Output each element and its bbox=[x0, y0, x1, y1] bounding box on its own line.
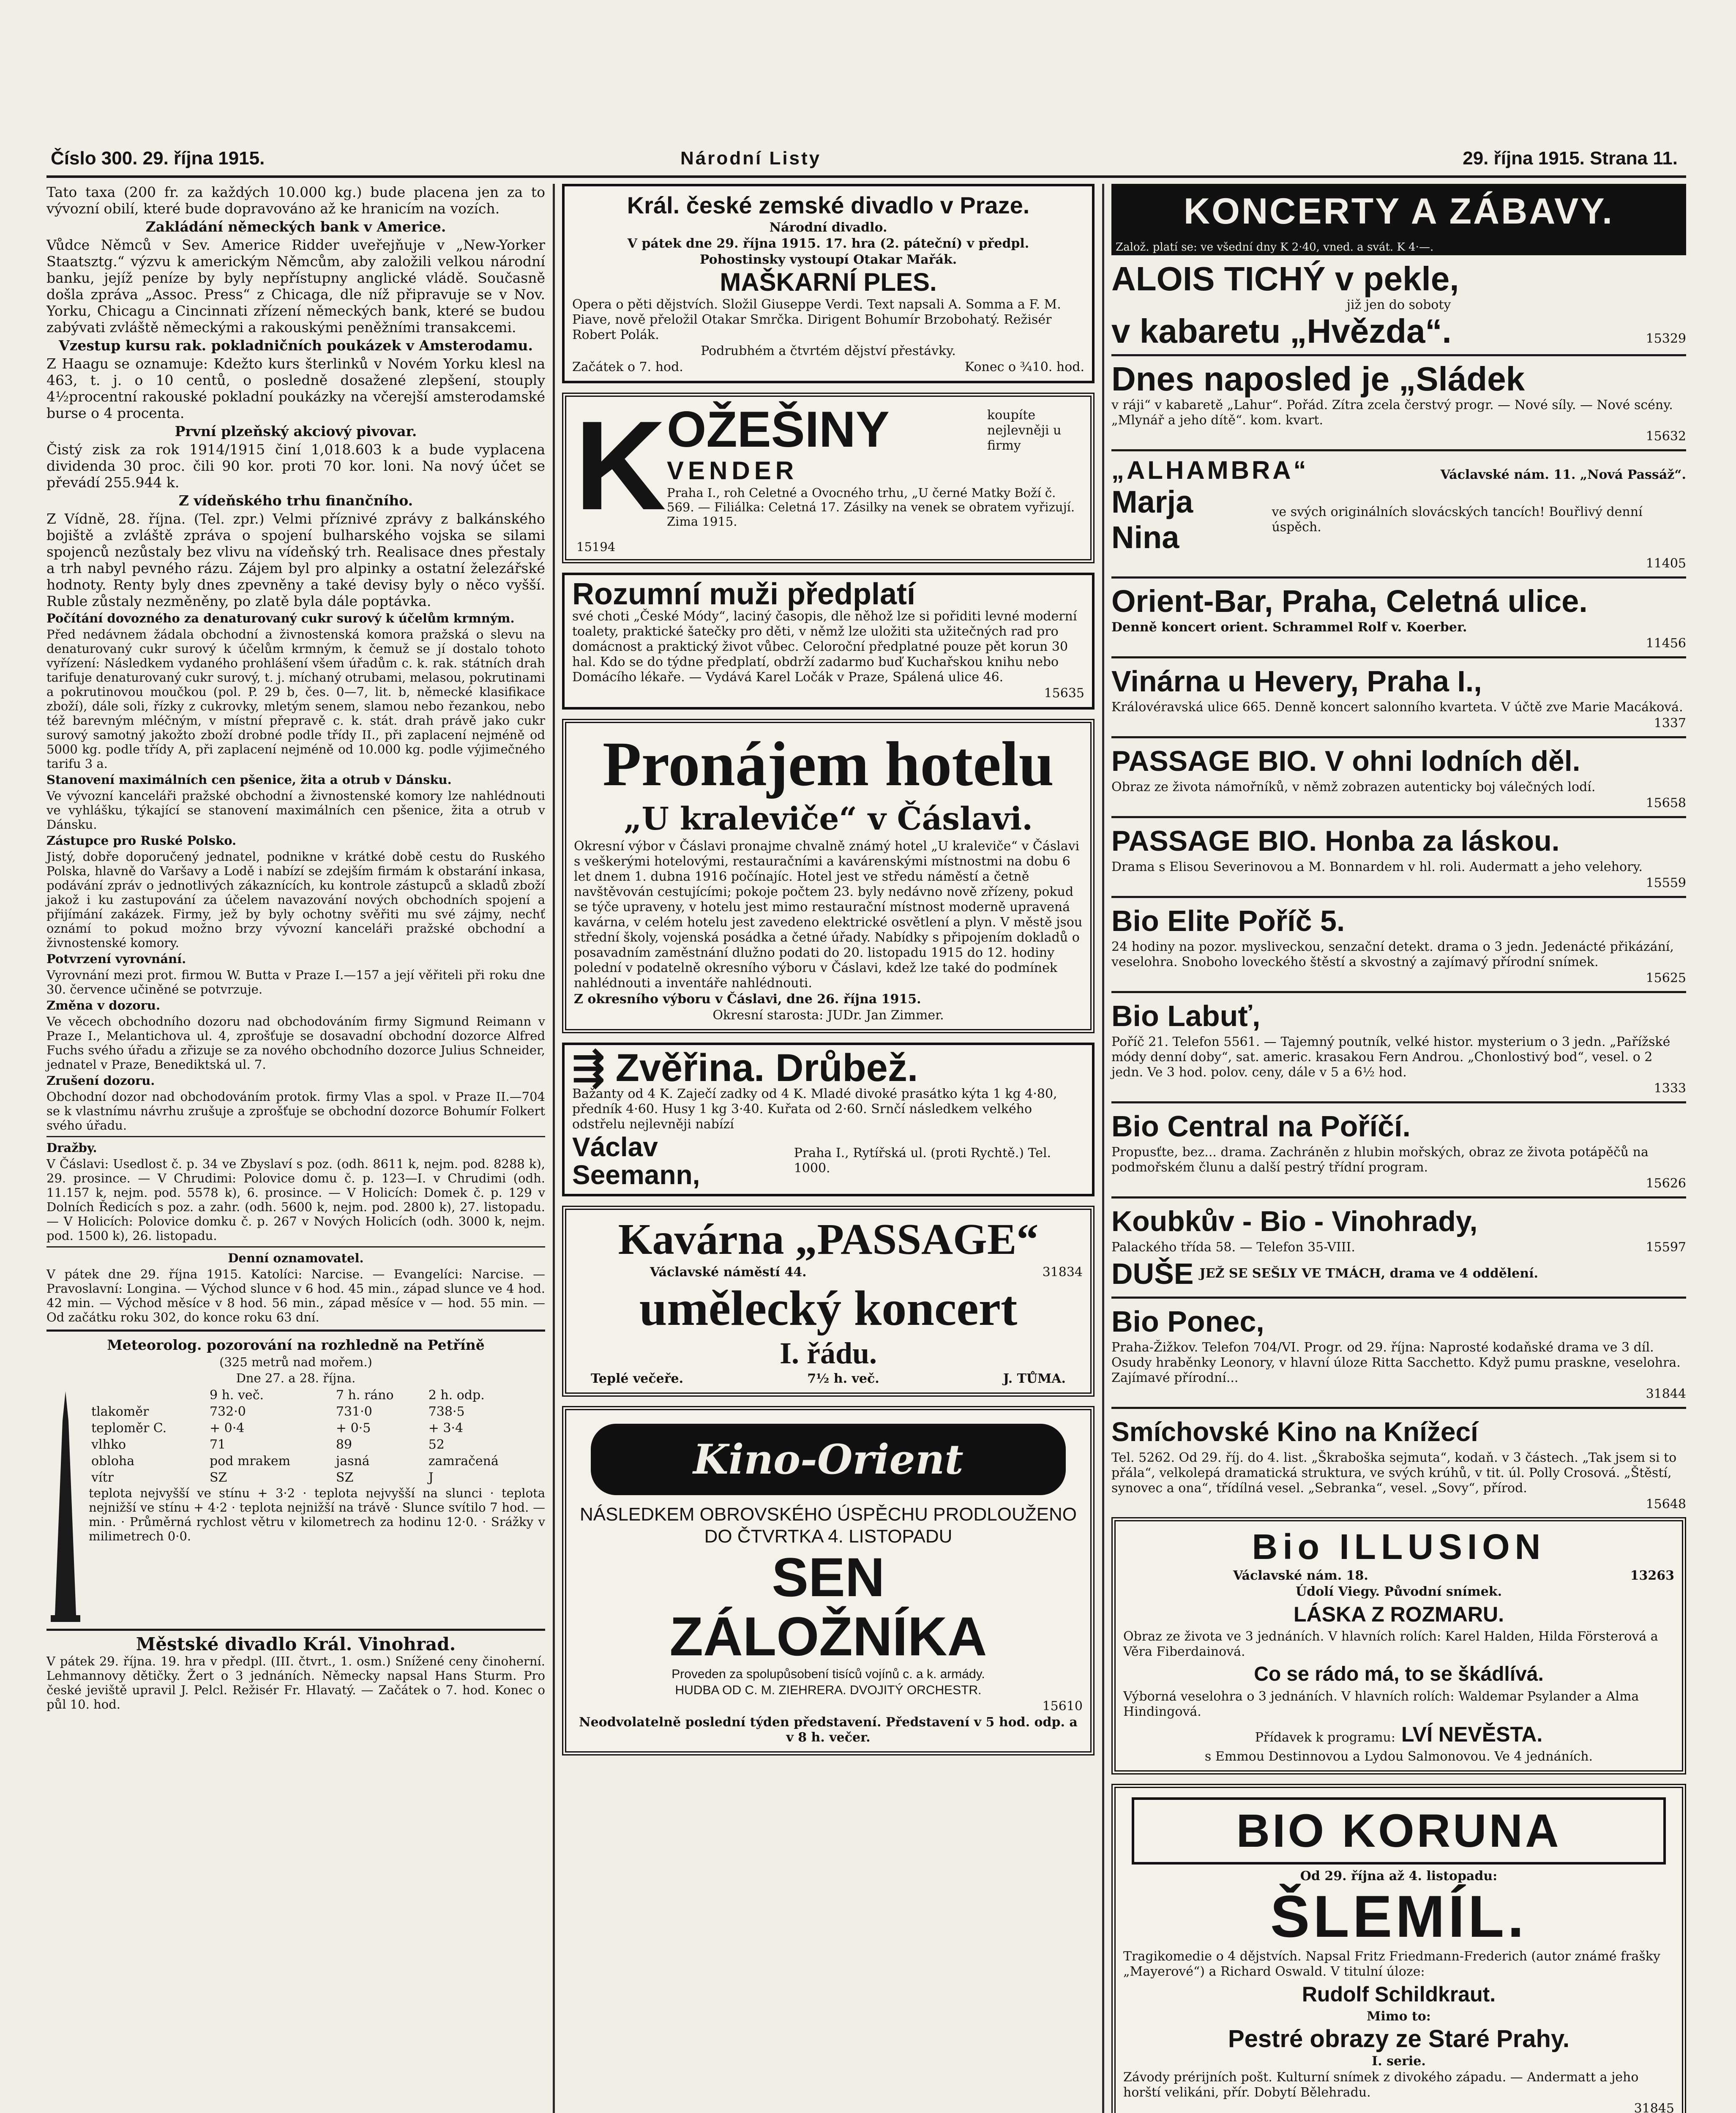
illusion-addon-text: s Emmou Destinnovou a Lydou Salmonovou. Ve 4 jednáních. bbox=[1204, 1749, 1593, 1764]
article-heading: Denní oznamovatel. bbox=[228, 1251, 364, 1265]
kavarna-number: 31834 bbox=[1042, 1265, 1083, 1280]
meteorology-row-label: tlakoměr bbox=[91, 1404, 149, 1419]
bio-elite-number: 15625 bbox=[1646, 971, 1686, 986]
hotel-signature: Z okresního výboru v Čáslavi, dne 26. října 1915. bbox=[574, 992, 921, 1007]
bio-elite-title: Bio Elite Poříč 5. bbox=[1111, 904, 1345, 937]
tichy-subtitle: již jen do soboty bbox=[1346, 298, 1451, 312]
meteorology-row bbox=[89, 1403, 537, 1420]
kino-orient-intro: NÁSLEDKEM OBROVSKÉHO ÚSPĚCHU PRODLOUŽENO DO ČTVRTKA 4. LISTOPADU bbox=[579, 1504, 1077, 1547]
rozumni-title: Rozumní muži předplatí bbox=[572, 577, 916, 611]
header-rule bbox=[46, 175, 1686, 178]
meteorology-cell: 71 bbox=[209, 1437, 226, 1452]
ad-koubkuv-bio bbox=[1111, 1204, 1686, 1291]
article-text: Obchodní dozor nad obchodováním protok. firmy Vlas a spol. v Praze II.—704 se k vlastnímu návrhu zrušuje a zprošťuje se obchodní dozorce Bohumír Folkert svého úřadu. bbox=[46, 1089, 545, 1133]
divider bbox=[1111, 656, 1686, 658]
divider bbox=[46, 1246, 545, 1248]
meteorology-col-header: 2 h. odp. bbox=[428, 1388, 485, 1403]
meteorology-row bbox=[89, 1469, 537, 1486]
zverina-title bbox=[572, 1046, 1084, 1089]
meteorology-cell: pod mrakem bbox=[209, 1454, 291, 1469]
passage-bio-1-number: 15658 bbox=[1646, 796, 1686, 811]
meteorology-cell: + 0·5 bbox=[336, 1421, 371, 1436]
article-heading: Potvrzení vyrovnání. bbox=[46, 952, 186, 966]
ad-zverina bbox=[562, 1043, 1095, 1196]
ad-passage-bio-1 bbox=[1111, 743, 1686, 811]
ad-bio-ponec bbox=[1111, 1304, 1686, 1402]
divider bbox=[1111, 896, 1686, 898]
kavarna-foot-row bbox=[574, 1371, 1083, 1387]
newspaper-page bbox=[46, 144, 1686, 2113]
kavarna-rank: I. řádu. bbox=[779, 1336, 877, 1370]
zverina-address: Praha I., Rytířská ul. (proti Rychtě.) Tel. 1000. bbox=[794, 1146, 1051, 1176]
zverina-firm: Václav Seemann, bbox=[572, 1132, 700, 1190]
ad-bio-central bbox=[1111, 1108, 1686, 1191]
koubkuv-row bbox=[1111, 1240, 1686, 1255]
divider bbox=[46, 1329, 545, 1332]
ad-bio-elite bbox=[1111, 903, 1686, 986]
alhambra-subtitle: Václavské nám. 11. „Nová Passáž“. bbox=[1440, 467, 1686, 482]
koruna-film: ŠLEMÍL. bbox=[1270, 1883, 1528, 1949]
meteorology-row-label: vlhko bbox=[91, 1437, 126, 1452]
bio-ponec-number: 31844 bbox=[1646, 1387, 1686, 1401]
koruna-series: I. serie. bbox=[1372, 2054, 1426, 2069]
divider bbox=[1111, 736, 1686, 738]
section-banner-subtitle: Založ. platí se: ve všední dny K 2·40, vned. a svát. K 4·—. bbox=[1111, 239, 1686, 255]
smichovske-title: Smíchovské Kino na Knížecí bbox=[1111, 1417, 1478, 1447]
theatre-description: Opera o pěti dějstvích. Složil Giuseppe Verdi. Text napsali A. Somma a F. M. Piave, nově přeložil Otakar Smrčka. Dirigent Bohumír Brzobohatý. Režisér Robert Polák. bbox=[572, 297, 1061, 342]
tichy-place: v kabaretu „Hvězda“. bbox=[1111, 312, 1452, 350]
theatre-guest: Pohostinsky vystoupí Otakar Mařák. bbox=[699, 252, 957, 267]
theatre-subtitle: Národní divadlo. bbox=[769, 220, 887, 235]
article-text: Vyrovnání mezi prot. firmou W. Butta v Praze I.—157 a její věřiteli při roku dne 30. července učiněné se potvrzuje. bbox=[46, 968, 545, 996]
divider bbox=[1111, 1407, 1686, 1409]
bio-ponec-title: Bio Ponec, bbox=[1111, 1305, 1264, 1338]
meteorology-cell: + 0·4 bbox=[209, 1421, 245, 1436]
tichy-number: 15329 bbox=[1646, 331, 1686, 346]
illusion-film-1: Údolí Viegy. Původní snímek. bbox=[1295, 1584, 1502, 1599]
ad-bio-koruna bbox=[1111, 1784, 1686, 2113]
koruna-dates: Od 29. října až 4. listopadu: bbox=[1300, 1869, 1498, 1884]
ad-passage-bio-2 bbox=[1111, 823, 1686, 891]
kozesiny-address: Praha I., roh Celetné a Ovocného trhu, „U černé Matky Boží č. 569. — Filiálka: Celetná 17. Zásilky na venek se obratem vyřizují. Zima 1915. bbox=[667, 486, 1075, 529]
duse-text: JEŽ SE SEŠLY VE TMÁCH, drama ve 4 oddělení. bbox=[1199, 1266, 1538, 1281]
meteorology-cell: 52 bbox=[428, 1437, 445, 1452]
issue-number: Číslo 300. 29. října 1915. bbox=[51, 148, 265, 169]
vinarna-number: 1337 bbox=[1654, 716, 1686, 731]
zverina-firm-row bbox=[572, 1133, 1084, 1189]
divider bbox=[1111, 1196, 1686, 1198]
page-header bbox=[46, 144, 1686, 173]
kino-orient-film-2: ZÁLOŽNÍKA bbox=[669, 1605, 987, 1667]
meteorology-header-row bbox=[89, 1387, 537, 1403]
illusion-film-3-text: Výborná veselohra o 3 jednáních. V hlavních rolích: Waldemar Psylander a Alma Hindingová. bbox=[1123, 1689, 1639, 1719]
theatre-text: V pátek 29. října. 19. hra v předpl. (III. čtvrt., 1. osm.) Snížené ceny činoherní. Lehmannovy dětičky. Žert o 3 jednáních. Německy napsal Hans Sturm. Pro české jeviště upravil J. Pelcl. Režisér Fr. Hlavatý. — Začátek o 7. hod. Konec o půl 10. hod. bbox=[46, 1654, 545, 1712]
theatre-end: Konec o ¾10. hod. bbox=[964, 360, 1084, 374]
divider bbox=[1111, 354, 1686, 356]
smichovske-number: 15648 bbox=[1646, 1497, 1686, 1512]
kavarna-dinner: Teplé večeře. bbox=[591, 1371, 684, 1386]
ad-sladek bbox=[1111, 361, 1686, 444]
article-text: Ve vývozní kanceláři pražské obchodní a živnostenské komory lze nahlédnouti ve vyhlášku, týkající se stanovení maximálních cen pšenice, žita a otrub v Dánsku. bbox=[46, 789, 545, 832]
zverina-text: Bažanty od 4 K. Zaječí zadky od 4 K. Mladé divoké prasátko kýta 1 kg 4·80, předník 4·60. Husy 1 kg 3·40. Kuřata od 2·60. Srnčí následkem velkého odstřelu nejlevněji nabízí bbox=[572, 1087, 1057, 1132]
masthead: Národní Listy bbox=[680, 148, 822, 169]
theatre-break: Podrubhém a čtvrtém dějství přestávky. bbox=[701, 344, 956, 358]
kavarna-address: Václavské náměstí 44. bbox=[650, 1265, 807, 1280]
divider bbox=[1111, 1297, 1686, 1299]
divider bbox=[1111, 816, 1686, 818]
ad-bio-labut bbox=[1111, 998, 1686, 1096]
koruna-number: 31845 bbox=[1634, 2101, 1674, 2113]
bio-labut-title: Bio Labuť, bbox=[1111, 999, 1261, 1032]
bio-labut-text: Poříč 21. Telefon 5561. — Tajemný poutník, velké histor. mysterium o 3 jedn. „Pařížské módy denní doby“, sat. americ. krasakou Fern Androu. „Chonlostivý bod“, vesel. o 2 jedn. Ve 3 hod. polov. ceny, dále v 5 a 6½ hod. bbox=[1111, 1035, 1670, 1080]
petrin-tower-illustration bbox=[46, 1387, 85, 1624]
ad-vinarna bbox=[1111, 663, 1686, 731]
theatre-date: V pátek dne 29. října 1915. 17. hra (2. páteční) v předpl. bbox=[627, 236, 1029, 251]
koubkuv-title: Koubkův - Bio - Vinohrady, bbox=[1111, 1205, 1478, 1237]
passage-bio-1-text: Obraz ze života námořníků, v němž zobrazen autenticky boj válečných lodí. bbox=[1111, 780, 1596, 794]
kino-orient-music: HUDBA OD C. M. ZIEHRERA. DVOJITÝ ORCHESTR. bbox=[675, 1683, 982, 1697]
vinarna-text: Královéravská ulice 665. Denně koncert salonního kvarteta. V účtě zve Marie Macáková. bbox=[1111, 700, 1683, 715]
hotel-name: „U kraleviče“ v Čáslavi. bbox=[623, 801, 1033, 837]
section-banner-concerts: KONCERTY A ZÁBAVY. bbox=[1111, 184, 1686, 239]
ad-national-theatre bbox=[562, 184, 1095, 383]
column-news bbox=[46, 184, 545, 1713]
meteorology-report bbox=[46, 1337, 545, 1624]
kavarna-sub-row bbox=[574, 1265, 1083, 1280]
meteorology-notes: teplota nejvyšší ve stínu + 3·2 · teplota nejvyšší na slunci · teplota nejnižší ve stínu + 4·2 · teplota nejnižší na trávě · Slunce svítilo 7 hod. — min. · Průměrná rychlost větru v kilometrech za hodinu 12·0. · Srážky v milimetrech 0·0. bbox=[89, 1486, 545, 1543]
theatre-title: Král. české zemské divadlo v Praze. bbox=[627, 192, 1030, 218]
kozesiny-number: 15194 bbox=[576, 540, 616, 554]
passage-bio-1-title: PASSAGE BIO. V ohni lodních děl. bbox=[1111, 745, 1580, 777]
orient-bar-text: Denně koncert orient. Schrammel Rolf v. Koerber. bbox=[1111, 620, 1467, 635]
bio-labut-number: 1333 bbox=[1654, 1081, 1686, 1096]
orient-bar-number: 11456 bbox=[1646, 636, 1686, 651]
kozesiny-title: OŽEŠINY bbox=[667, 401, 890, 458]
illusion-title: Bio ILLUSION bbox=[1252, 1527, 1546, 1567]
illusion-film-3: Co se rádo má, to se škádlívá. bbox=[1254, 1663, 1544, 1685]
illusion-addr-row bbox=[1123, 1568, 1674, 1583]
rozumni-number: 15635 bbox=[1044, 686, 1084, 701]
illusion-number: 13263 bbox=[1630, 1568, 1674, 1583]
bio-ponec-text: Praha-Žižkov. Telefon 704/VI. Progr. od 29. října: Naprosté kodaňské drama ve 3 díl. Osudy hraběnky Leonory, v hlavní úloze Ritta Sacchetto. Když pumu praskne, veselohra. Zajímavé přírodní... bbox=[1111, 1340, 1681, 1385]
ad-smichovske-kino bbox=[1111, 1414, 1686, 1512]
hotel-signature-name: Okresní starosta: JUDr. Jan Zimmer. bbox=[712, 1008, 944, 1023]
meteorology-subtitle: (325 metrů nad mořem.) bbox=[219, 1355, 372, 1369]
koruna-description: Tragikomedie o 4 dějstvích. Napsal Fritz Friedmann-Frederich (autor známé frašky „Mayerové“) a Richard Oswald. V titulní úloze: bbox=[1123, 1949, 1660, 1979]
divider bbox=[1111, 576, 1686, 579]
ad-tichy bbox=[1111, 261, 1686, 349]
zverina-icon: ⇶ bbox=[572, 1046, 616, 1089]
kino-orient-film-1: SEN bbox=[772, 1546, 885, 1608]
divider bbox=[1111, 449, 1686, 451]
hotel-text: Okresní výbor v Čáslavi pronajme chvalně známý hotel „U kraleviče“ v Čáslavi s veškerými hotelovými, restauračními a kavárenskými místnostmi na dobu 6 let dnem 1. dubna 1916 počínajíc. Hotel jest ve středu náměstí a četně navštěvován cestujícími; pokoje počtem 23. byly nedávno nově zřízeny, pokud se týče upraveny, v hotelu jest mimo restaurační místnost moderně upravená kavárna, v celém hotelu jest zavedeno elektrické osvětlení a plyn. V městě jsou střední školy, vojenská posádka a četné úřady. Nabídky s připojením dokladů o posavadním zaměstnání dlužno podati do 20. listopadu 1915 do 12. hodiny polední v podatelně okresního výboru v Čáslavi, kdež lze také do podmínek nahlédnouti a inventáře nahlédnouti. bbox=[574, 839, 1083, 991]
sladek-number: 15632 bbox=[1646, 429, 1686, 444]
alhambra-text: ve svých originálních slovácských tancích! Bouřlivý denní úspěch. bbox=[1272, 505, 1643, 535]
meteorology-col-header: 7 h. ráno bbox=[336, 1388, 394, 1403]
koruna-actor: Rudolf Schildkraut. bbox=[1302, 1982, 1496, 2006]
sladek-title: Dnes naposled je „Sládek bbox=[1111, 360, 1525, 398]
ad-kavarna-passage bbox=[562, 1206, 1095, 1397]
alhambra-title: „ALHAMBRA“ bbox=[1111, 456, 1309, 484]
article-heading: Stanovení maximálních cen pšenice, žita a otrub v Dánsku. bbox=[46, 773, 452, 787]
article-text: Z Haagu se oznamuje: Kdežto kurs šterlinků v Novém Yorku klesl na 463, t. j. o 10 centů, o posledně dosažené zlepšení, stouply 4½procentní rakouské pokladní poukázky na včerejší amsterodamské burse o 4 procenta. bbox=[46, 355, 545, 421]
article-text: Z Vídně, 28. října. (Tel. zpr.) Velmi příznivé zprávy z balkánského bojiště a zvláště zpráva o spojení bulharského vojska se silami spojenců nezůstaly bez vlivu na vídeňský trh. Realisace dnes přestaly a trh nabyl pevného rázu. Zájem byl pro alpinky a ostatní železářské hodnoty. Renty byly dnes zpevněny a také devisy byly o něco vyšší. Ruble zůstaly nezměněny, po zlatě byla dále poptávka. bbox=[46, 511, 545, 609]
koruna-also: Mimo to: bbox=[1367, 2009, 1431, 2024]
article-heading: Vzestup kursu rak. pokladničních poukázek v Amsterodamu. bbox=[59, 337, 533, 354]
ad-hotel-lease bbox=[562, 719, 1095, 1033]
alhambra-name-row bbox=[1111, 484, 1686, 555]
zverina-title-text: Zvěřina. Drůbež. bbox=[615, 1046, 918, 1089]
meteorology-cell: 732·0 bbox=[209, 1404, 246, 1419]
ad-ceska-moda bbox=[562, 573, 1095, 710]
tichy-place-row bbox=[1111, 314, 1686, 349]
kavarna-concert: umělecký koncert bbox=[639, 1280, 1018, 1336]
article-text: Čistý zisk za rok 1914/1915 činí 1,018.603 k a bude vyplacena dividenda 30 proc. čili 90 kor. proti 70 kor. loni. Na nový účet se převádí 255.944 k. bbox=[46, 441, 545, 491]
illusion-addon-row bbox=[1123, 1720, 1674, 1748]
kino-orient-foot: Neodvolatelně poslední týden představení. Představení v 5 hod. odp. a v 8 h. večer. bbox=[579, 1715, 1078, 1745]
kozesiny-initial: K bbox=[574, 394, 666, 536]
article-text: V Čáslavi: Usedlost č. p. 34 ve Zbyslaví s poz. (odh. 8611 k, nejm. pod. 8288 k), 29. prosince. — V Chrudimi: Polovice domu č. p. 123—I. v Chrudimi (odh. 11.157 k, nejm. pod. 5578 k), 6. prosince. — V Holicích: Domek č. p. 129 v Dolních Ředicích s poz. a zahr. (odh. 5600 k, nejm. pod. 2800 k), 27. listopadu. — V Holicích: Polovice domku č. p. 267 v Nových Holicích (odh. 3000 k, nejm. pod. 1500 k), 26. listopadu. bbox=[46, 1157, 545, 1243]
theatre-times bbox=[572, 360, 1084, 375]
kino-orient-number: 15610 bbox=[1042, 1699, 1083, 1714]
theatre-play: MAŠKARNÍ PLES. bbox=[720, 268, 937, 296]
ad-kino-orient bbox=[562, 1406, 1095, 1755]
orient-bar-title: Orient-Bar, Praha, Celetná ulice. bbox=[1111, 584, 1588, 619]
koruna-title: BIO KORUNA bbox=[1132, 1797, 1666, 1865]
page-date: 29. října 1915. Strana 11. bbox=[1463, 148, 1678, 169]
ad-alhambra bbox=[1111, 456, 1686, 571]
meteorology-table bbox=[89, 1387, 537, 1486]
divider bbox=[46, 1136, 545, 1137]
sladek-text: v ráji“ v kabaretě „Lahur“. Pořád. Zítra zcela čerstvý progr. — Nové síly. — Nové scény. „Mlynář a jeho dítě“. kom. kvart. bbox=[1111, 398, 1673, 428]
vinarna-title: Vinárna u Hevery, Praha I., bbox=[1111, 665, 1482, 698]
meteorology-cell: J bbox=[428, 1470, 434, 1485]
article-text: V pátek dne 29. října 1915. Katolíci: Narcise. — Evangelíci: Narcise. — Pravoslavní: Longina. — Východ slunce v 6 hod. 45 min., západ slunce ve 4 hod. 42 min. — Východ měsíce v 8 hod. 56 min., západ měsíce v — hod. 55 min. — Od začátku roku 302, do konce roku 63 dní. bbox=[46, 1267, 545, 1324]
divider bbox=[1111, 991, 1686, 993]
koruna-foot: Závody prérijních pošt. Kulturní snímek z divokého západu. — Andermatt a jeho horští velikáni, přír. Dobytí Bělehradu. bbox=[1123, 2070, 1639, 2100]
meteorology-cell: 731·0 bbox=[336, 1404, 372, 1419]
meteorology-dates: Dne 27. a 28. října. bbox=[236, 1371, 356, 1385]
ad-bio-illusion bbox=[1111, 1517, 1686, 1774]
divider bbox=[46, 1629, 545, 1631]
bio-central-number: 15626 bbox=[1646, 1176, 1686, 1191]
article-text: Jistý, dobře doporučený jednatel, podnikne v krátké době cestu do Ruského Polska, hlavně do Varšavy a Lodě i nabízí se zdejším firmám k obstarání inkasa, podávání zpráv o jednotlivých zákaznících, ku kontrole zástupců a skladů zboží jakož i ku zastupování za účelem navazování nových obchodních spojení a přijímání zakázek. Firmy, jež by byly ochotny svěřiti mu své zájmy, nechť oznámí to pokud možno brzy vývozní kanceláři pražské obchodní a živnostenské komory. bbox=[46, 849, 545, 950]
duse-title: DUŠE bbox=[1111, 1257, 1194, 1290]
column-rule bbox=[553, 184, 555, 2113]
illusion-addon-label: Přídavek k programu: bbox=[1255, 1730, 1395, 1745]
hotel-title: Pronájem hotelu bbox=[603, 729, 1054, 799]
tichy-title: ALOIS TICHÝ v pekle, bbox=[1111, 260, 1459, 298]
article-text: Vůdce Němců v Sev. Americe Ridder uveřejňuje v „New-Yorker Staatsztg.“ výzvu k americkým Němcům, aby založili velkou národní banku, jejíž peníze by byly nepřístupny anglické vládě. Současně došla zpráva „Assoc. Press“ z Chicaga, dle níž připravuje se v Nov. Yorku, Chicagu a Cincinnati zřízení německých bank, které se budou zabývati zvláště německými a rakouskými peněžními transakcemi. bbox=[46, 237, 545, 336]
article-text: Ve věcech obchodního dozoru nad obchodováním firmy Sigmund Reimann v Praze I., Melantichova ul. 4, zprošťuje se dosavadní obchodní dozorce Alfred Fuchs svého úřadu a zřizuje se za nového obchodního dozorce Julius Schneider, jednatel v Praze, Benediktská ul. 7. bbox=[46, 1014, 545, 1072]
article-heading: Dražby. bbox=[46, 1141, 97, 1155]
bio-central-text: Propusťte, bez... drama. Zachráněn z hlubin mořských, obraz ze života potápěčů na podmořském člunu a další pestrý třídní program. bbox=[1111, 1145, 1649, 1175]
illusion-address: Václavské nám. 18. bbox=[1233, 1568, 1368, 1583]
meteorology-row bbox=[89, 1420, 537, 1436]
meteorology-cell: zamračená bbox=[428, 1454, 499, 1469]
illusion-film-2-text: Obraz ze života ve 3 jednáních. V hlavních rolích: Karel Halden, Hilda Försterová a Věra Fiberdainová. bbox=[1123, 1629, 1658, 1659]
kozesiny-side: koupíte nejlevněji u firmy bbox=[987, 408, 1062, 453]
alhambra-name: Marja Nina bbox=[1111, 484, 1193, 555]
meteorology-cell: 89 bbox=[336, 1437, 352, 1452]
passage-bio-2-text: Drama s Elisou Severinovou a M. Bonnardem v hl. roli. Audermatt a jeho velehory. bbox=[1111, 860, 1643, 874]
meteorology-cell: + 3·4 bbox=[428, 1421, 464, 1436]
meteorology-cell: SZ bbox=[336, 1470, 354, 1485]
meteorology-col-header: 9 h. več. bbox=[209, 1388, 264, 1403]
meteorology-cell: SZ bbox=[209, 1470, 227, 1485]
kino-orient-text: Proveden za spolupůsobení tisíců vojínů c. a k. armády. bbox=[671, 1667, 985, 1681]
kino-orient-logo: Kino-Orient bbox=[591, 1424, 1066, 1495]
kavarna-title: Kavárna „PASSAGE“ bbox=[618, 1215, 1039, 1264]
theatre-heading: Městské divadlo Král. Vinohrad. bbox=[136, 1634, 456, 1654]
meteorology-row-label: vítr bbox=[91, 1470, 114, 1485]
alhambra-title-row bbox=[1111, 456, 1686, 484]
ad-kozesiny bbox=[562, 393, 1095, 563]
article-heading: Zrušení dozoru. bbox=[46, 1073, 155, 1088]
kavarna-time: 7½ h. več. bbox=[807, 1371, 879, 1386]
column-ads-middle bbox=[562, 184, 1095, 1765]
smichovske-text: Tel. 5262. Od 29. říj. do 4. list. „Škraboška sejmuta“, kodaň. v 3 částech. „Tak jsem si to přála“, velkolepá dramatická struktura, ve svých krúhů, v tit. úl. Polly Crosová. „Štěstí, synovec a ona“, třídílná vesel. „Sebranka“, vesel. „Sovy“, přírod. bbox=[1111, 1450, 1677, 1496]
divider bbox=[1111, 1101, 1686, 1103]
article-heading: Změna v dozoru. bbox=[46, 998, 161, 1013]
koruna-film-2: Pestré obrazy ze Staré Prahy. bbox=[1228, 2025, 1570, 2053]
passage-bio-2-number: 15559 bbox=[1646, 876, 1686, 890]
rozumni-text: své choti „České Módy“, laciný časopis, dle něhož lze si pořiditi levné moderní toalety, praktické šatečky pro děti, v němž lze uložiti sta užitečných rad pro domácnost a praktický život vůbec. Celoroční předplatné pouze pět korun 30 hal. Kdo se do týdne předplatí, obdrží zadarmo buď Kuchařskou knihu nebo Domácího lékaře. — Vydává Karel Ločák v Praze, Spálená ulice 46. bbox=[572, 609, 1077, 685]
meteorology-row-label: teploměr C. bbox=[91, 1421, 167, 1436]
meteorology-row bbox=[89, 1436, 537, 1453]
koubkuv-number: 15597 bbox=[1646, 1240, 1686, 1255]
article-heading: První plzeňský akciový pivovar. bbox=[175, 423, 417, 440]
theatre-start: Začátek o 7. hod. bbox=[572, 360, 683, 374]
kavarna-owner: J. TŮMA. bbox=[1003, 1371, 1066, 1386]
article-text: Tato taxa (200 fr. za každých 10.000 kg.) bude placena jen za to vývozní obilí, které bude dopravováno až ke hranicím na vozích. bbox=[46, 184, 545, 217]
ad-orient-bar bbox=[1111, 584, 1686, 651]
meteorology-row bbox=[89, 1453, 537, 1469]
koubkuv-text: Palackého třída 58. — Telefon 35-VIII. bbox=[1111, 1240, 1355, 1255]
article-heading: Zakládání německých bank v Americe. bbox=[145, 218, 446, 235]
kozesiny-firm: VENDER bbox=[667, 456, 798, 485]
bio-central-title: Bio Central na Poříčí. bbox=[1111, 1110, 1411, 1143]
passage-bio-2-title: PASSAGE BIO. Honba za láskou. bbox=[1111, 825, 1560, 857]
article-heading: Počítání dovozného za denaturovaný cukr surový k účelům krmným. bbox=[46, 611, 515, 625]
column-ads-right bbox=[1111, 184, 1686, 2113]
article-heading: Z vídeňského trhu finančního. bbox=[178, 492, 413, 509]
alhambra-number: 11405 bbox=[1646, 556, 1686, 571]
column-rule bbox=[1102, 184, 1104, 2113]
meteorology-row-label: obloha bbox=[91, 1454, 135, 1469]
meteorology-cell: 738·5 bbox=[428, 1404, 465, 1419]
illusion-film-2: LÁSKA Z ROZMARU. bbox=[1293, 1602, 1504, 1626]
meteorology-cell: jasná bbox=[336, 1454, 370, 1469]
illusion-addon-film: LVÍ NEVĚSTA. bbox=[1401, 1723, 1543, 1746]
duse-row bbox=[1111, 1256, 1686, 1291]
bio-elite-text: 24 hodiny na pozor. mysliveckou, senzační detekt. drama o 3 jedn. Jedenácté přikázání, veselohra. Snoboho loveckého štěstí a skvostný a zajímavý přírodní snímek. bbox=[1111, 939, 1674, 969]
meteorology-title: Meteorolog. pozorování na rozhledně na Petříně bbox=[107, 1337, 485, 1353]
article-text: Před nedávnem žádala obchodní a živnostenská komora pražská o slevu na denaturovaný cukr surový k účelům krmným, k čemuž se jí dostalo tohoto vyřízení: Následkem vydaného prohlášení všem úřadům c. k. rak. státních drah tarifuje denaturovaný cukr surový, t. j. míchaný otrubami, melasou, pokrutinami a pokrutinovou moučkou (pol. P. 29 b, čes. 0—7, lit. b, německé klasifikace zboží), dále soli, řízky z cukrovky, mletým senem, slamou nebo řezankou, nebo též barevným mléčným, v místní přepravě c. k. stát. drah právě jako cukr surový samotný jakožto zboží drobné podle třídy II., při zaplacení nejméně od 5000 kg. podle třídy A, při zaplacení nejméně od 10.000 kg. podle výjimečného tarifu 3 a. bbox=[46, 627, 545, 771]
article-heading: Zástupce pro Ruské Polsko. bbox=[46, 833, 237, 848]
